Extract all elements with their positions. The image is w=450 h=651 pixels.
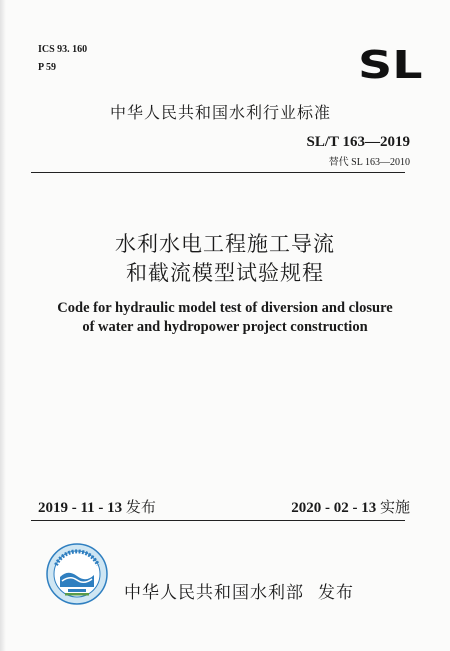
sl-logo: SL [358,43,423,87]
top-divider [31,172,405,173]
implement-date: 2020 - 02 - 13 [291,500,377,516]
replaces-note: 替代 SL 163—2010 [328,157,410,168]
ministry-emblem-icon [46,543,108,605]
standard-number: SL/T 163—2019 [306,134,410,150]
publisher-action: 发布 [318,583,354,603]
bottom-divider [31,520,405,521]
implement-date-block [291,496,410,517]
publisher-name: 中华人民共和国水利部 [124,583,304,603]
classification-code: P 59 [38,62,57,73]
ics-code: ICS 93. 160 [38,44,88,55]
publisher-block [124,578,354,603]
standard-type: 中华人民共和国水利行业标准 [110,103,332,122]
title-en-line2: of water and hydropower project construction [82,319,368,335]
implement-label: 实施 [379,498,410,516]
title-en-line1: Code for hydraulic model test of diversion and closure [57,300,393,316]
title-zh-line1: 水利水电工程施工导流 [115,232,335,256]
issue-label: 发布 [125,498,156,516]
issue-date: 2019 - 11 - 13 [38,500,123,516]
title-zh-line2: 和截流模型试验规程 [126,261,324,285]
issue-date-block [38,496,156,517]
